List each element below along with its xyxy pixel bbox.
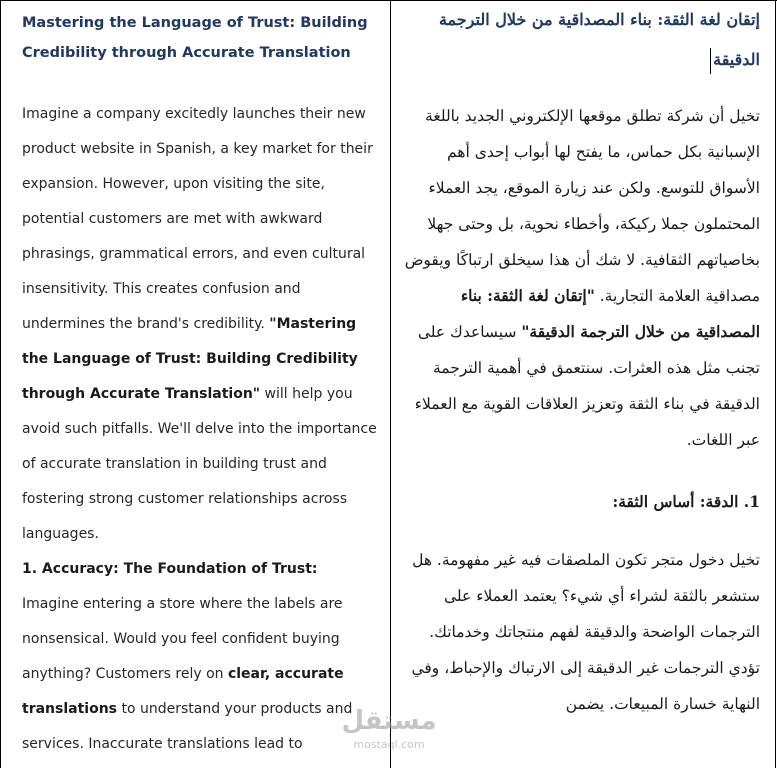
arabic-section1-heading: 1. الدقة: أساس الثقة: [612,492,760,511]
arabic-intro-paragraph [398,98,760,458]
text-cursor [710,48,711,74]
arabic-title-text: إتقان لغة الثقة: بناء المصداقية من خلال الترجمة الدقيقة [438,10,760,69]
english-section1-bold: clear, accurate translations [22,666,344,717]
arabic-intro-bold: "إتقان لغة الثقة: بناء المصداقية من خلال الترجمة الدقيقة" [460,286,760,341]
english-section1-text-2: to understand your products and services. Inaccurate translations lead to [22,701,353,752]
arabic-title [398,0,760,80]
english-intro-text-1: Imagine a company excitedly launches their new product website in Spanish, a key market for their expansion. However, upon visiting the site, potential customers are met with awkward phrasings, grammatical errors, and even cultural insensitivity. This creates confusion and undermines the brand's credibility. [22,106,373,332]
watermark-sub-text: mostaql.com [353,738,425,751]
english-intro-bold: "Mastering the Language of Trust: Building Credibility through Accurate Translation" [22,316,358,402]
watermark-main-text: مستقل [341,706,437,736]
arabic-intro-text-2: سيساعدك على تجنب مثل هذه العثرات. سنتعمق في أهمية الترجمة الدقيقة في بناء الثقة وتعزيز العلاقات القوية مع العملاء عبر اللغات. [414,323,760,449]
english-intro-paragraph [22,97,384,552]
english-section1-heading: 1. Accuracy: The Foundation of Trust: [22,561,318,577]
english-column [22,8,384,762]
column-divider [390,0,391,768]
arabic-intro-text-1: تخيل أن شركة تطلق موقعها الإلكتروني الجديد باللغة الإسبانية بكل حماس، ما يفتح لها أبواب إحدى أهم الأسواق للتوسع. ولكن عند زيارة الموقع، يجد العملاء المحتملون جملا ركيكة، وأخطاء نحوية، بل وحتى جهلا بخاصياتهم الثقافية. لا شك أن هذا سيخلق ارتباكًا ويقوض مصداقية العلامة التجارية. [404,107,760,305]
english-intro-text-2: will help you avoid such pitfalls. We'll delve into the importance of accurate translation in building trust and fostering strong customer relationships across languages. [22,386,377,542]
table-right-border [775,0,776,768]
arabic-column [398,0,760,722]
english-section1-paragraph [22,587,384,762]
arabic-section1-paragraph: تخيل دخول متجر تكون الملصقات فيه غير مفهومة. هل ستشعر بالثقة لشراء أي شيء؟ يعتمد العملاء على الترجمات الواضحة والدقيقة لفهم منتجاتك وخدماتك. تؤدي الترجمات غير الدقيقة إلى الارتباك والإحباط، وفي النهاية خسارة المبيعات. يضمن [411,551,760,713]
english-section1-text-1: Imagine entering a store where the labels are nonsensical. Would you feel confident buying anything? Customers rely on [22,596,343,682]
english-title: Mastering the Language of Trust: Building Credibility through Accurate Translation [22,15,368,61]
